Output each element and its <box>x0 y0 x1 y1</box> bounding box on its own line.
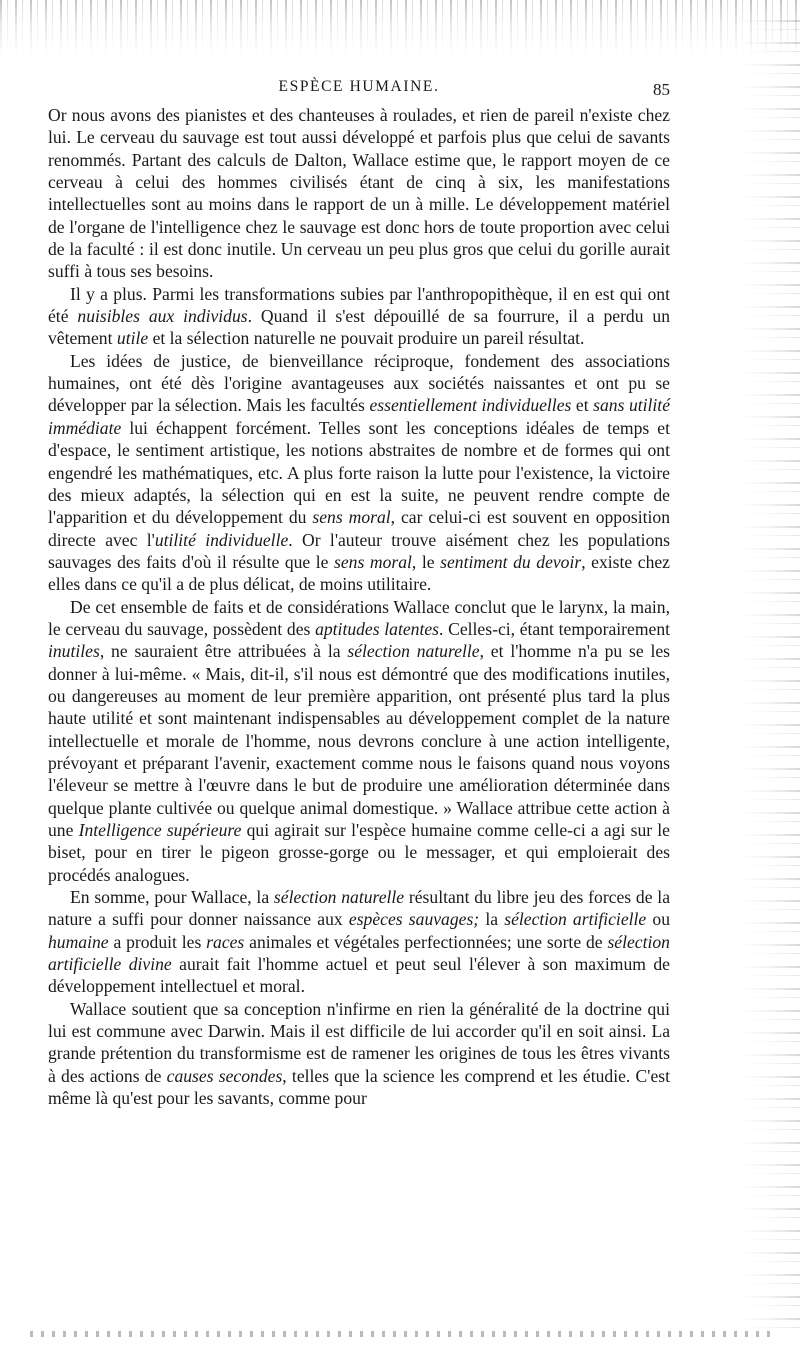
body-text <box>48 104 670 1109</box>
scan-edge-top <box>0 0 800 56</box>
text-run: , et l'homme n'a pu se les donner à lui-même. « Mais, dit-il, s'il nous est démontré que des modifications inutiles, ou dangereuses au moment de leur première apparition, ont présenté plus tard la plus haute utilité et sont maintenant indispensables au développement complet de la nature intellectuelle et morale de l'homme, nous devrons conclure à une action intelligente, prévoyant et préparant l'avenir, exactement comme nous le faisons quand nous voyons l'éleveur se mettre à l'œuvre dans le but de produire une amélioration déterminée dans quelque plante cultivée ou quelque animal domestique. » Wallace attribue cette action à une <box>48 641 671 840</box>
italic-phrase: sentiment du devoir <box>440 551 582 572</box>
italic-phrase: aptitudes latentes <box>315 618 440 639</box>
text-run: , car celui-ci est souvent en opposition directe avec l' <box>48 507 671 550</box>
scan-edge-bottom <box>30 1331 770 1337</box>
running-title: ESPÈCE HUMAINE. <box>278 78 440 95</box>
paragraph <box>48 350 670 596</box>
paragraph <box>48 596 670 886</box>
text-run: résultant du libre jeu des forces de la nature a suffi pour donner naissance aux <box>48 887 671 930</box>
text-run: , le <box>411 551 441 572</box>
text-run: la <box>479 909 505 930</box>
running-head <box>48 78 670 104</box>
text-run: aurait fait l'homme actuel et peut seul l'élever à son maximum de développement intellectuel et moral. <box>48 954 670 997</box>
text-run: . Quand il s'est dépouillé de sa fourrure, il a perdu un vêtement <box>48 306 671 349</box>
italic-phrase: sélection artificielle <box>504 909 647 930</box>
italic-phrase: sens moral <box>334 551 412 572</box>
italic-phrase: essentiellement individuelles <box>369 395 572 416</box>
text-run: . Or l'auteur trouve aisément chez les populations sauvages des faits d'où il résulte que le <box>48 529 671 572</box>
italic-phrase: espèces sauvages; <box>348 909 480 930</box>
text-run: a produit les <box>108 931 207 952</box>
text-run: ou <box>646 909 670 930</box>
italic-phrase: sans utilité immédiate <box>48 395 671 438</box>
text-run: . Celles-ci, étant temporairement <box>439 618 671 639</box>
italic-phrase: inutiles <box>48 641 100 662</box>
italic-phrase: utile <box>116 328 149 349</box>
text-run: lui échappent forcément. Telles sont les conceptions idéales de temps et d'espace, le sentiment artistique, les notions abstraites de nombre et de formes qui ont engendré les mathématiques, etc. A plus forte raison la lutte pour l'existence, la victoire des mieux adaptés, la sélection qui en est la suite, ne peuvent rendre compte de l'apparition et du développement du <box>48 417 670 528</box>
italic-phrase: Intelligence supérieure <box>78 820 242 840</box>
italic-phrase: utilité individuelle <box>154 529 289 550</box>
text-run: Il y a plus. Parmi les transformations subies par l'anthropopithèque, il en est qui ont été <box>48 283 670 327</box>
italic-phrase: sélection artificielle divine <box>48 931 670 975</box>
text-run: Les idées de justice, de bienveillance réciproque, fondement des associations humaines, ont été dès l'origine avantageuses aux sociétés naissantes et ont pu se développer par la sélection. Mais les facultés <box>48 350 670 416</box>
italic-phrase: sélection naturelle <box>273 887 405 908</box>
text-run: , existe chez elles dans ce qu'il a de plus délicat, de moins utilitaire. <box>48 551 670 595</box>
text-run: Or nous avons des pianistes et des chanteuses à roulades, et rien de pareil n'existe chez lui. Le cerveau du sauvage est tout aussi développé et parfois plus que celui de savants renommés. Partant des calculs de Dalton, Wallace estime que, le rapport moyen de ce cerveau à celui des hommes civilisés étant de cinq à six, les manifestations intellectuelles sont au moins dans le rapport de un à mille. Le développement matériel de l'organe de l'intelligence chez le sauvage est donc hors de toute proportion avec celui de la faculté : il est donc inutile. Un cerveau un peu plus gros que celui du gorille aurait suffi à tous ses besoins. <box>48 105 670 282</box>
italic-phrase: sens moral <box>312 507 391 528</box>
scan-edge-right <box>740 20 800 1330</box>
paragraph <box>48 886 670 998</box>
italic-phrase: causes secondes <box>166 1065 283 1086</box>
italic-phrase: races <box>206 931 245 952</box>
italic-phrase: nuisibles aux individus <box>77 306 248 327</box>
text-run: et la sélection naturelle ne pouvait produire un pareil résultat. <box>148 328 585 349</box>
paragraph <box>48 104 670 283</box>
text-run: , telles que la science les comprend et les étudie. C'est même là qu'est pour les savants, comme pour <box>48 1065 670 1109</box>
text-run: , ne sauraient être attribuées à la <box>99 641 348 662</box>
italic-phrase: humaine <box>48 931 109 952</box>
italic-phrase: sélection naturelle <box>347 641 480 662</box>
page-number: 85 <box>653 80 670 99</box>
text-run: qui agirait sur l'espèce humaine comme celle-ci a agi sur le biset, pour en tirer le pigeon grosse-gorge ou le messager, et qui emploierait des procédés analogues. <box>48 820 670 885</box>
text-run: Wallace soutient que sa conception n'infirme en rien la généralité de la doctrine qui lui est commune avec Darwin. Mais il est difficile de lui accorder qu'il en soit ainsi. La grande prétention du transformisme est de ramener les origines de tous les êtres vivants à des actions de <box>48 998 670 1086</box>
text-run: animales et végétales perfectionnées; une sorte de <box>244 931 608 952</box>
text-run: et <box>571 395 594 416</box>
book-page <box>48 78 670 1109</box>
paragraph <box>48 998 670 1110</box>
paragraph <box>48 283 670 350</box>
text-run: De cet ensemble de faits et de considérations Wallace conclut que le larynx, la main, le cerveau du sauvage, possèdent des <box>48 596 670 639</box>
text-run: En somme, pour Wallace, la <box>70 887 274 908</box>
